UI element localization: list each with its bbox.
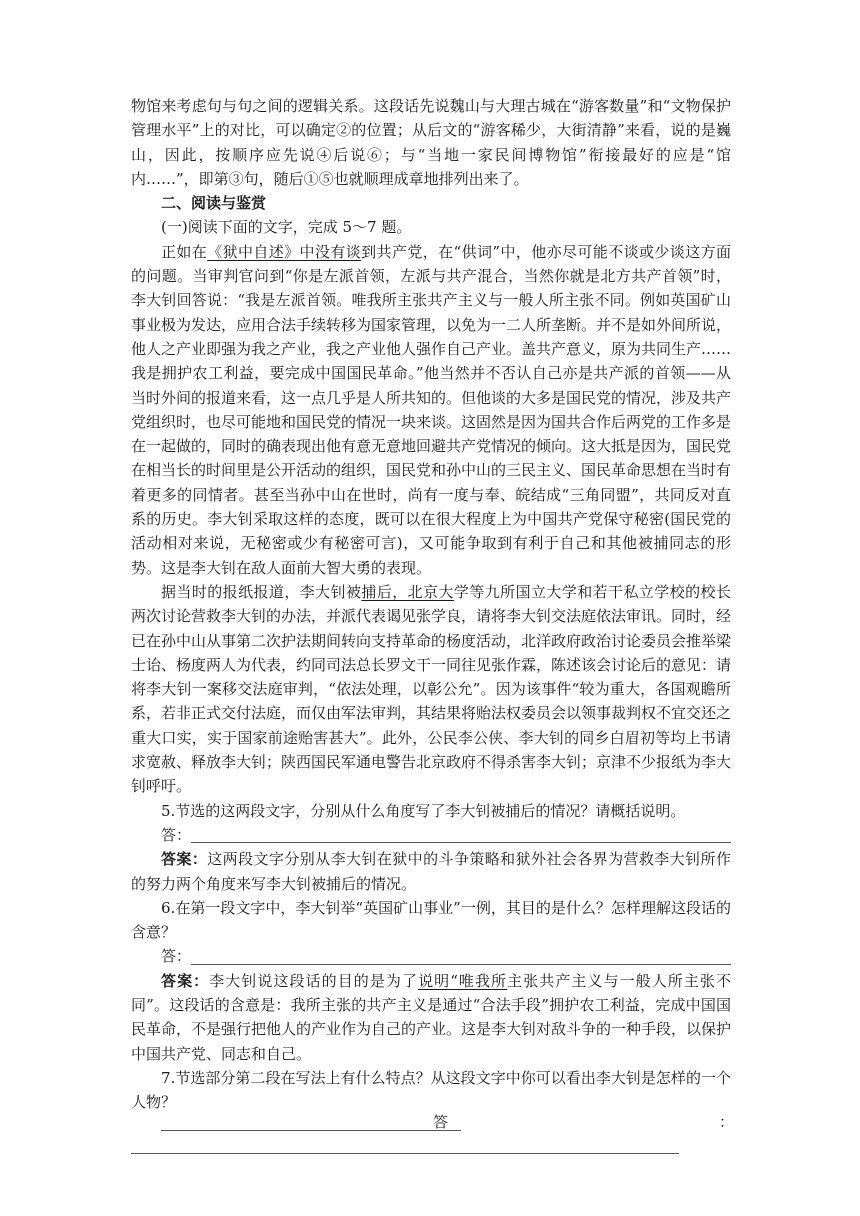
question-6-blank-rule — [191, 964, 731, 965]
reading-intro: (一)阅读下面的文字，完成 5～7 题。 — [161, 218, 412, 237]
question-6-answer-line — [131, 944, 731, 968]
question-5-answer-head: 答案： — [161, 850, 208, 869]
passage2-text-start: 据当时的报纸报道，李大钊被 — [161, 582, 362, 601]
question-6-answer-text-start: 李大钊说这段话的目的是为了 — [209, 971, 419, 990]
passage1-underlined-phrase: 《狱中自述》中没有谈 — [207, 242, 362, 261]
passage1-text-start: 正如在 — [161, 242, 208, 261]
question-5-answer-text: 这两段文字分别从李大钊在狱中的斗争策略和狱外社会各界为营救李大钊所作的努力两个角度来写李大钊被捕后的情况。 — [131, 850, 731, 893]
passage2-text-rest: 学等九所国立大学和若干私立学校的校长两次讨论营救李大钊的办法，并派代表谒见张学良，请将李大钊交法庭依法审讯。同时，经已在孙中山从事第二次护法期间转向支持革命的杨度活动，北洋政府政治讨论委员会推举梁士诒、杨度两人为代表，约同司法总长罗文干一同往见张作霖，陈述该会讨论后的意见：请将李大钊一案移交法庭审判，“依法处理，以彰公允”。因为该事件“较为重大，各国观瞻所系，若非正式交付法庭，而仅由军法审判，其结果将贻法权委员会以领事裁判权不宜交还之重大口实，实于国家前途贻害甚大”。此外，公民李公侠、李大钊的同乡白眉初等均上书请求宽赦、释放李大钊；陕西国民军通电警告北京政府不得杀害李大钊；京津不少报纸为李大钊呼吁。 — [131, 582, 732, 796]
question-7: 7.节选部分第二段在写法上有什么特点？从这段文字中你可以看出李大钊是怎样的一个人物？ — [131, 1068, 731, 1112]
passage-paragraph-1 — [131, 240, 731, 580]
passage1-text-rest: 到共产党，在“供词”中，他亦尽可能不谈或少谈这方面的问题。当审判官问到“你是左派首领，左派与共产混合，当然你就是北方共产首领”时，李大钊回答说：“我是左派首领。唯我所主张共产主义与一般人所主张不同。例如英国矿山事业极为发达，应用合法手续转移为国家管理，以免为一二人所垄断。并不是如外间所说，他人之产业即强为我之产业，我之产业他人强作自己产业。盖共产意义，原为共同生产……我是拥护农工利益，要完成中国国民革命。”他当然并不否认自己亦是共产派的首领——从当时外间的报道来看，这一点几乎是人所共知的。但他谈的大多是国民党的情况，涉及共产党组织时，也尽可能地和国民党的情况一块来谈。这固然是因为国共合作后两党的工作多是在一起做的，同时的确表现出他有意无意地回避共产党情况的倾向。这大抵是因为，国民党在相当长的时间里是公开活动的组织，国民党和孙中山的三民主义、国民革命思想在当时有着更多的同情者。甚至当孙中山在世时，尚有一度与奉、皖结成“三角同盟”，共同反对直系的历史。李大钊采取这样的态度，既可以在很大程度上为中国共产党保守秘密(国民党的活动相对来说，无秘密或少有秘密可言)，又可能争取到有利于自己和其他被捕同志的形势。这是李大钊在敌人面前大智大勇的表现。 — [131, 242, 732, 577]
question-5: 5.节选的这两段文字，分别从什么角度写了李大钊被捕后的情况？请概括说明。 — [161, 801, 686, 820]
question-7-answer-area — [131, 1113, 735, 1162]
question-5-answer — [131, 847, 731, 896]
question-5-answer-line — [131, 823, 731, 847]
question-6-answer-text-rest: 主张共产主义与一般人所主张不同”。这段话的含意是：我所主张的共产主义是通过“合法手段”拥护农工利益，完成中国国民革命，不是强行把他人的产业作为自己的产业。这是李大钊对敌斗争的一种手段，以保护中国共产党、同志和自己。 — [131, 971, 732, 1063]
passage2-underlined-phrase: 捕后，北京大 — [361, 582, 454, 601]
question-6: 6.在第一段文字中，李大钊举“英国矿山事业”一例，其目的是什么？怎样理解这段话的含意？ — [131, 898, 731, 942]
question-6-answer — [131, 969, 731, 1066]
section-title: 二、阅读与鉴赏 — [161, 194, 267, 213]
previous-answer-continuation: 物馆来考虑句与句之间的逻辑关系。这段话先说魏山与大理古城在“游客数量”和“文物保护管理水平”上的对比，可以确定②的位置；从后文的“游客稀少，大街清静”来看，说的是巍山，因此，按顺序应先说④后说⑥；与“当地一家民间博物馆”衔接最好的应是“馆内……”，即第③句，随后①⑤也就顺理成章地排列出来了。 — [131, 97, 731, 188]
question-6-answer-head: 答案： — [161, 971, 210, 990]
question-5-answer-label: 答： — [161, 825, 192, 844]
question-7-answer-label: 答 — [433, 1113, 449, 1132]
question-7-answer-colon: ： — [719, 1113, 735, 1132]
question-6-answer-underlined: 说明“唯我所 — [418, 971, 508, 990]
document-content — [131, 94, 735, 1162]
passage-paragraph-2 — [131, 580, 731, 799]
question-5-blank-rule — [191, 842, 731, 843]
question-6-answer-label: 答： — [161, 947, 192, 966]
question-7-blank-rule-2 — [131, 1153, 679, 1154]
question-7-blank-rule-1 — [161, 1130, 461, 1131]
